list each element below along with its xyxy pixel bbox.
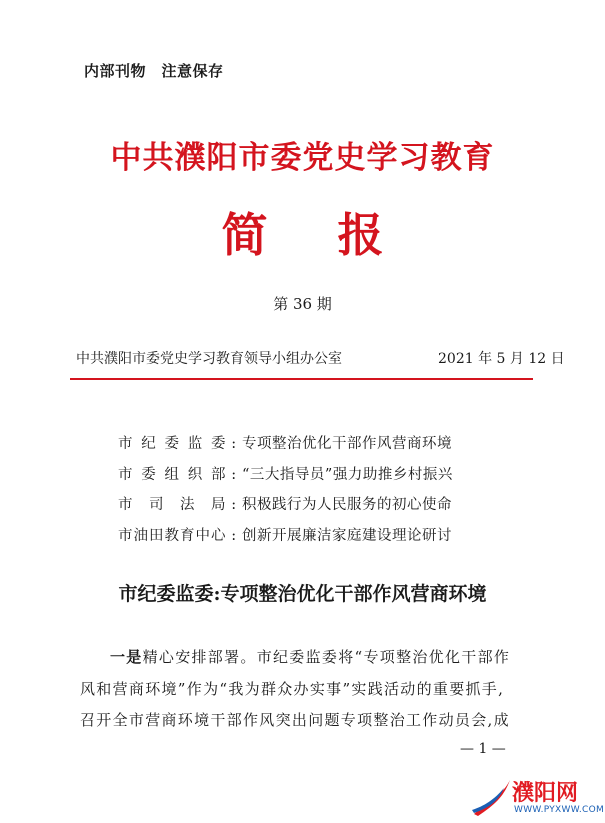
internal-publication-tag: 内部刊物 注意保存 — [84, 62, 224, 80]
toc-separator: : — [231, 497, 237, 513]
toc-item — [118, 463, 453, 484]
body-paragraph-line: 风和营商环境”作为“我为群众办实事”实践活动的重要抓手, — [80, 680, 505, 698]
paragraph-text: 精心安排部署。市纪委监委将“专项整治优化干部作 — [142, 648, 511, 666]
toc-title: “三大指导员”强力助推乡村振兴 — [242, 467, 453, 483]
toc-item — [118, 432, 452, 453]
toc-department: 市油田教育中心 — [118, 528, 226, 544]
issuing-office: 中共濮阳市委党史学习教育领导小组办公室 — [76, 351, 342, 367]
body-paragraph-line: 召开全市营商环境干部作风突出问题专项整治工作动员会,成 — [80, 711, 510, 729]
issue-number: 第 36 期 — [273, 295, 332, 313]
toc-department: 市纪委监委 — [118, 436, 226, 452]
toc-title: 创新开展廉洁家庭建设理论研讨 — [242, 528, 452, 544]
toc-item — [118, 493, 452, 514]
page-number: — 1 — — [460, 741, 506, 757]
toc-title: 积极践行为人民服务的初心使命 — [242, 497, 452, 513]
issue-date: 2021 年 5 月 12 日 — [438, 351, 565, 367]
toc-item — [118, 524, 452, 545]
toc-department: 市司法局 — [118, 497, 226, 513]
bulletin-sub-title: 简报 — [221, 208, 454, 262]
site-logo-name: 濮阳网 — [512, 781, 579, 806]
site-logo-url: WWW.PYXWW.COM — [514, 805, 605, 815]
article-title: 市纪委监委:专项整治优化干部作风营商环境 — [118, 583, 487, 605]
toc-department: 市委组织部 — [118, 467, 226, 483]
logo-blue-swoosh — [472, 788, 504, 813]
toc-separator: : — [231, 467, 237, 483]
bulletin-main-title: 中共濮阳市委党史学习教育 — [110, 140, 495, 176]
toc-separator: : — [231, 436, 237, 452]
red-divider-rule — [70, 378, 533, 380]
body-paragraph-line — [110, 646, 510, 667]
toc-title: 专项整治优化干部作风营商环境 — [242, 436, 452, 452]
paragraph-lead: 一是 — [110, 648, 143, 666]
toc-separator: : — [231, 528, 237, 544]
